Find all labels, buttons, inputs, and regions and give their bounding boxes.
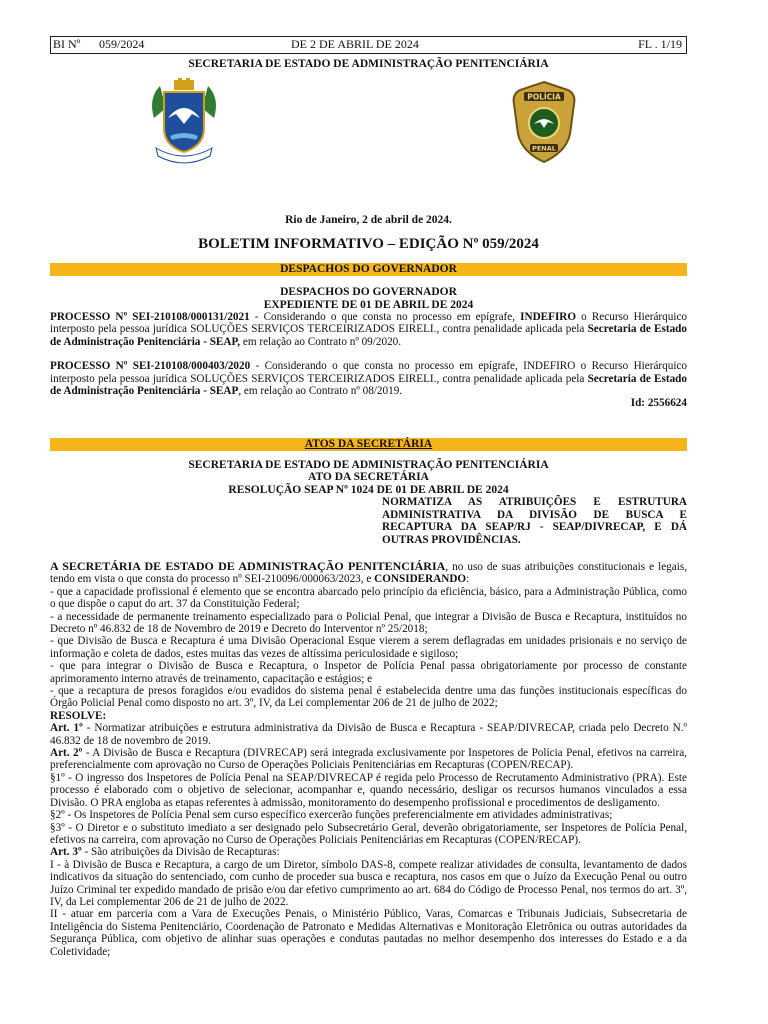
rio-coat-of-arms-icon [146, 78, 222, 168]
despacho-text: em relação ao Contrato nº 09/2020. [240, 335, 402, 348]
header-date: DE 2 DE ABRIL DE 2024 [291, 37, 419, 51]
bulletin-number: 059/2024 [99, 37, 145, 51]
page-header [50, 36, 687, 54]
policia-penal-badge-icon [510, 80, 578, 164]
indefiro-text: INDEFIRO [520, 311, 577, 323]
paragraph-1: §1º - O ingresso dos Inspetores de Polícia Penal na SEAP/DIVRECAP é regida pelo Processo de Recrutamento Administrativo (PRA). Este processo é elaborado com o objetivo de selecionar, acompanhar e, quando necessário, desligar os recursos humanos vinculados a essa Divisão. O PRA engloba as etapas referentes à admissão, monitoramento do desempenho profissional e procedimentos de desligamento. [50, 771, 687, 809]
article-text: - A Divisão de Busca e Recaptura (DIVRECAP) será integrada exclusivamente por Inspetores de Polícia Penal, efetivos na carreira, preferencialmente com aprovação no Curso de Operações Policiais Penitenciárias em Recapturas (COPEN/RECAP). [50, 747, 687, 772]
resolution-ementa: NORMATIZA AS ATRIBUIÇÕES E ESTRUTURA ADMINISTRATIVA DA DIVISÃO DE BUSCA E RECAPTURA DA SEAP/RJ - SEAP/DIVRECAP, E DÁ OUTRAS PROVIDÊNCIAS. [382, 496, 687, 546]
despacho-2 [50, 360, 687, 397]
item-i: I - à Divisão de Busca e Recaptura, a cargo de um Diretor, símbolo DAS-8, compete realizar atividades de consulta, levantamento de dados indicativos da situação do sentenciado, com cunho de proceder sua busca e recaptura, nos casos em que o Juízo da Execução Penal ou outro Juízo Criminal ter expedido mandado de prisão e/ou dar efetivo cumprimento ao art. 684 do Código de Processo Penal, nos termos do art. 3º, IV, da Lei complementar 206 de 21 de julho de 2022. [50, 858, 687, 908]
resolution-title: RESOLUÇÃO SEAP Nº 1024 DE 01 DE ABRIL DE 2024 [228, 483, 509, 496]
article-text: - Normatizar atribuições e estrutura administrativa da Divisão de Busca e Recaptura - SEAP/DIVRECAP, criada pelo Decreto N.º 46.832 de 18 de novembro de 2019. [50, 722, 688, 747]
despachos-subtitle: EXPEDIENTE DE 01 DE ABRIL DE 2024 [263, 298, 474, 311]
intro-text: , no uso de suas atribuições constitucionais e legais, tendo em vista o que consta do processo nº SEI-210096/000063/2023, e [50, 560, 687, 586]
article-text: - São atribuições da Divisão de Recapturas: [81, 846, 280, 859]
considerando-label: CONSIDERANDO [374, 573, 467, 586]
badge-bottom-text: PENAL [532, 144, 556, 153]
considerando-3: - que Divisão de Busca e Recaptura é uma Divisão Operacional Esque vierem a serem deflagradas em unidades prisionais e no serviço de informação e coleta de dados, estes muitas das vezes de altíssima periculosidade e sigiloso; [50, 635, 687, 660]
despacho-1 [50, 311, 687, 348]
paragraph-3: §3º - O Diretor e o substituto imediato a ser designado pelo Subsecretário Geral, deverão obrigatoriamente, ser Inspetores de Polícia Penal, efetivos na carreira, com aprovação no Curso de Operações Policiais Penitenciárias em Recapturas (COPEN/RECAP). [50, 821, 687, 846]
resolve-text: RESOLVE: [50, 709, 107, 722]
resolve-label [50, 710, 687, 722]
resolution-intro [50, 560, 687, 586]
section-bar-atos [50, 438, 687, 451]
considerando-1: - que a capacidade profissional é elemento que se encontra abarcado pelo princípio da eficiência, básico, para a Administração Pública, como o que dispõe o caput do art. 37 da Constituição Federal; [50, 585, 687, 611]
article-3 [50, 846, 687, 858]
considerando-2: - a necessidade de permanente treinamento especializado para o Policial Penal, que integrar a Divisão de Busca e Recaptura, instituídos no Decreto nº 46.832 de 18 de Novembro de 2019 e Decreto do Interventor nº 25/2018; [50, 610, 687, 635]
city-date: Rio de Janeiro, 2 de abril de 2024. [285, 214, 452, 226]
resolution-agency: SECRETARIA DE ESTADO DE ADMINISTRAÇÃO PENITENCIÁRIA [188, 458, 549, 471]
intro-text: : [466, 573, 470, 586]
paragraph-2: §2º - Os Inspetores de Polícia Penal sem curso específico exercerão funções preferencialmente em atividades administrativas; [50, 809, 613, 822]
resolution-act: ATO DA SECRETÁRIA [308, 471, 429, 484]
emblems-row [50, 78, 687, 178]
secretariat-name: Secretaria de Estado de Administração Penitenciária - SEAP, [50, 323, 687, 348]
process-number: PROCESSO Nº SEI-210108/000131/2021 [50, 311, 250, 323]
process-number: PROCESSO Nº SEI-210108/000403/2020 [50, 360, 251, 373]
despacho-text: o Recurso Hierárquico interposto pela pessoa jurídica SOLUÇÕES SERVIÇOS TERCEIRIZADOS EIRELI., contra penalidade aplicada pela [50, 311, 688, 336]
article-label: Art. 3º [50, 846, 82, 859]
despacho-text: - Considerando o que consta no processo em epígrafe, INDEFIRO o Recurso Hierárquico interposto pela pessoa jurídica SOLUÇÕES SERVIÇOS TERCEIRIZADOS EIRELI., contra penalidade aplicada pela [50, 360, 687, 385]
despacho-text: - Considerando o que consta no processo em epígrafe, [249, 311, 521, 323]
considerando-4: - que para integrar o Divisão de Busca e Recaptura, o Inspetor de Polícia Penal passa obrigatoriamente por processo de constante aprimoramento interno através de treinamento, capacitação e estágios; e [50, 660, 687, 685]
agency-name: SECRETARIA DE ESTADO DE ADMINISTRAÇÃO PENITENCIÁRIA [188, 58, 549, 70]
secretariat-name: Secretaria de Estado de Administração Penitenciária - SEAP [50, 372, 687, 398]
edition-title: BOLETIM INFORMATIVO – EDIÇÃO Nº 059/2024 [198, 236, 539, 252]
section-bar-despachos: DESPACHOS DO GOVERNADOR [50, 263, 687, 276]
sheet-number: FL . 1/19 [638, 37, 682, 51]
bulletin-label: BI Nº [53, 37, 81, 51]
section-bar-label: ATOS DA SECRETÁRIA [304, 437, 433, 450]
article-1 [50, 722, 687, 747]
despachos-title: DESPACHOS DO GOVERNADOR [280, 286, 457, 298]
despacho-text: , em relação ao Contrato nº 08/2019. [238, 385, 403, 398]
bulletin-page [50, 36, 687, 1024]
article-label: Art. 2º [50, 747, 83, 760]
considerando-5: - que a recaptura de presos foragidos e/ou evadidos do sistema penal é estabelecida dentre uma das funções institucionais específicas do Órgão Policial Penal como disposto no art. 3º, IV, da Lei complementar 206 de 21 de julho de 2022; [50, 685, 687, 710]
intro-authority: A SECRETÁRIA DE ESTADO DE ADMINISTRAÇÃO PENITENCIÁRIA [50, 558, 446, 573]
badge-top-text: POLÍCIA [527, 92, 561, 102]
article-2 [50, 747, 687, 772]
document-id: Id: 2556624 [630, 397, 687, 410]
article-label: Art. 1º [50, 722, 83, 735]
item-ii: II - atuar em parceria com a Vara de Execuções Penais, o Ministério Público, Varas, Comarcas e Tribunais Judiciais, Subsecretaria de Inteligência do Sistema Penitenciário, Coordenação de Patronato e Medidas Alternativas e Monitoração Eletrônica ou outras autoridades da Segurança Pública, com objetivo de alinhar suas operações e condutas pautadas no melhor desempenho dos interesses do Estado e a da Coletividade; [50, 908, 687, 958]
